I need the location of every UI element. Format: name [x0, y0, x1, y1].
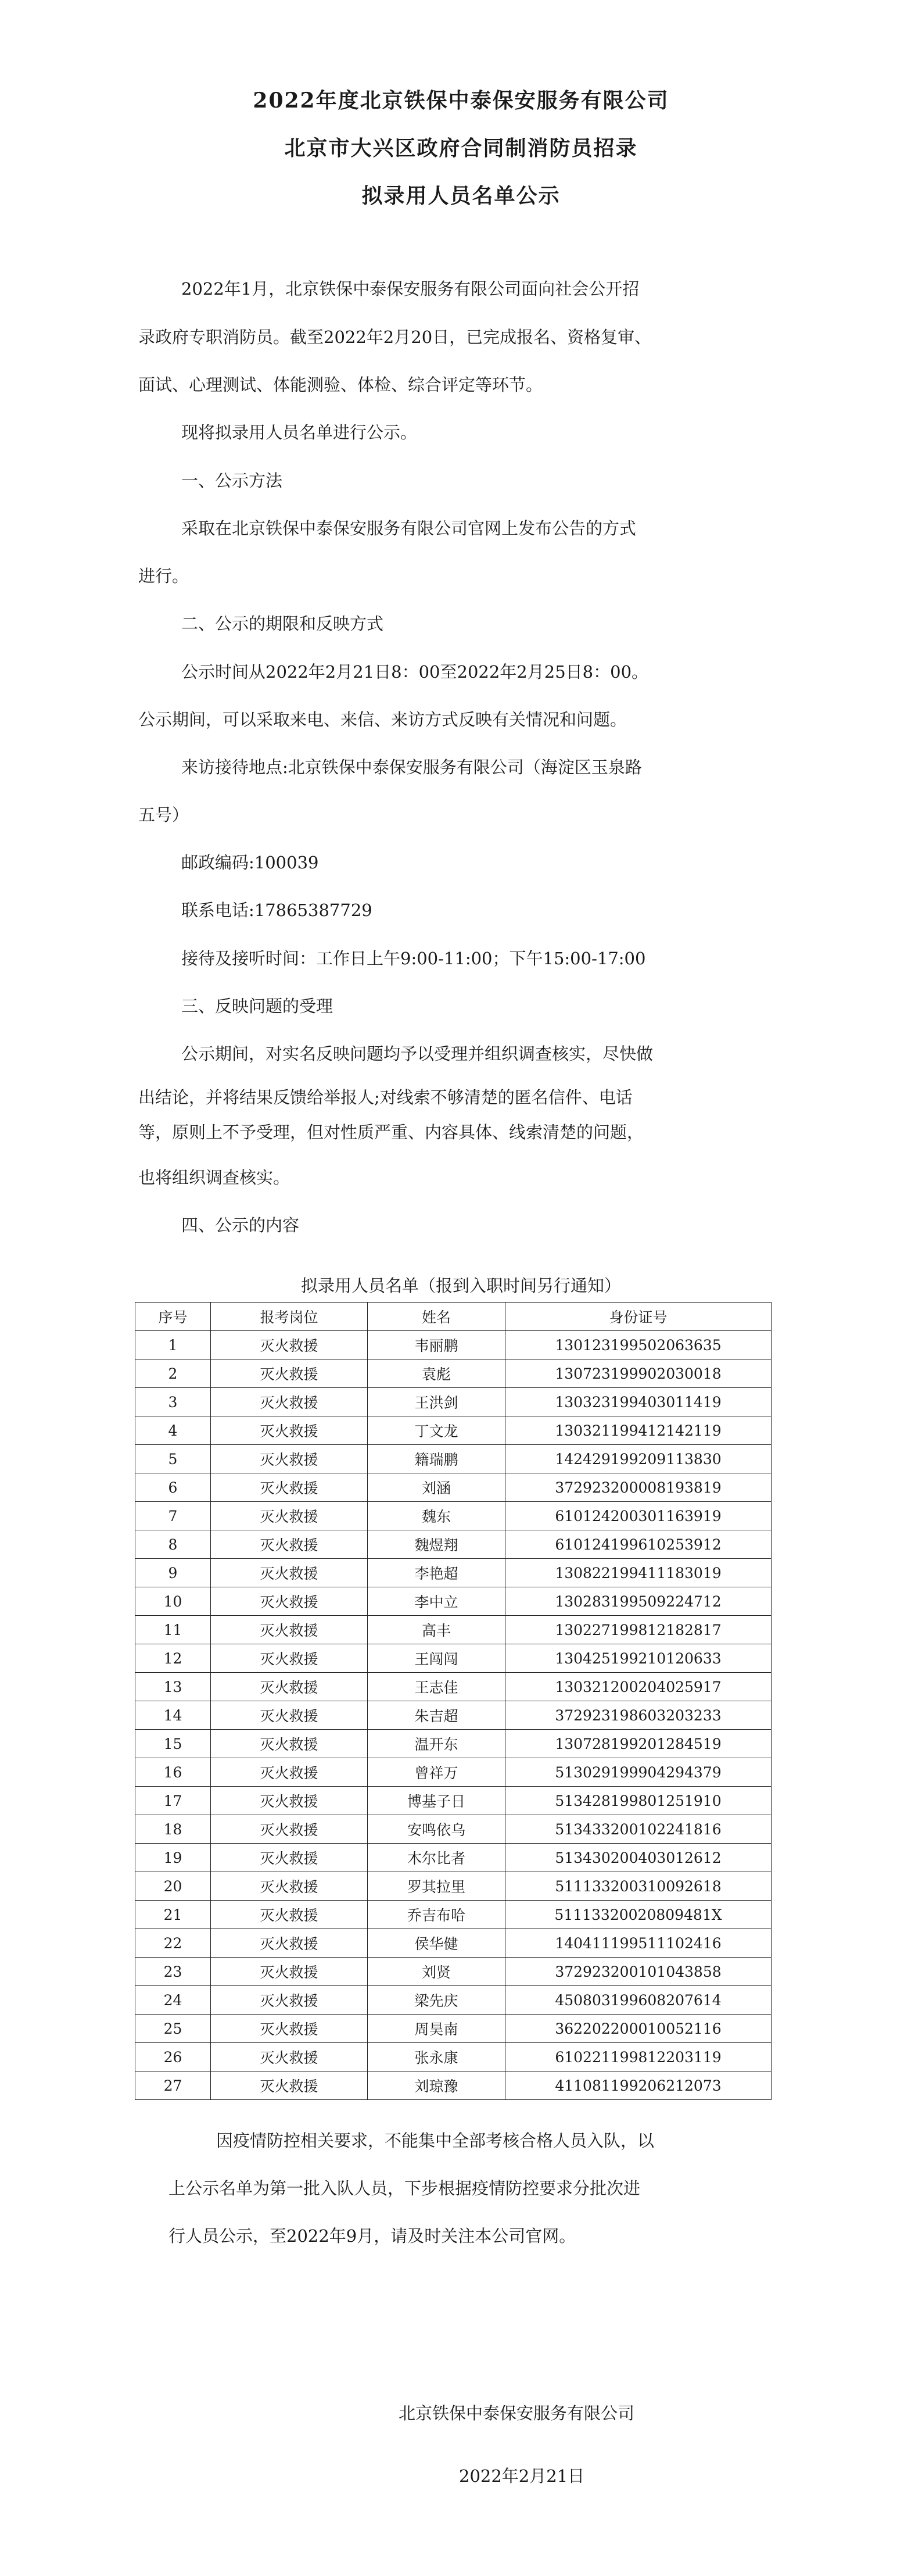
row-id-number: 513428199801251910 — [505, 1787, 772, 1815]
title-line-1: 2022年度北京铁保中泰保安服务有限公司 — [253, 88, 669, 113]
row-position: 灭火救援 — [211, 1331, 368, 1359]
table-row — [135, 1359, 772, 1388]
row-name: 博基子日 — [368, 1787, 505, 1815]
row-id-number: 450803199608207614 — [505, 1986, 772, 2015]
header-name: 姓名 — [368, 1303, 505, 1331]
row-position: 灭火救援 — [211, 1986, 368, 2015]
row-position: 灭火救援 — [211, 1730, 368, 1758]
table-row — [135, 1758, 772, 1787]
row-position: 灭火救援 — [211, 1787, 368, 1815]
row-position: 灭火救援 — [211, 1958, 368, 1986]
row-index: 1 — [135, 1331, 211, 1359]
row-id-number: 130323199403011419 — [505, 1388, 772, 1416]
row-id-number: 411081199206212073 — [505, 2071, 772, 2100]
row-position: 灭火救援 — [211, 1844, 368, 1872]
row-index: 20 — [135, 1872, 211, 1901]
signature-company: 北京铁保中泰保安服务有限公司 — [399, 2403, 635, 2423]
row-name: 袁彪 — [368, 1359, 505, 1388]
row-name: 李中立 — [368, 1587, 505, 1616]
row-id-number: 130283199509224712 — [505, 1587, 772, 1616]
row-name: 周昊南 — [368, 2015, 505, 2043]
postcode: 邮政编码:100039 — [181, 853, 319, 872]
row-name: 梁先庆 — [368, 1986, 505, 2015]
row-position: 灭火救援 — [211, 1559, 368, 1587]
table-row — [135, 1929, 772, 1958]
row-id-number: 513029199904294379 — [505, 1758, 772, 1787]
row-name: 曾祥万 — [368, 1758, 505, 1787]
row-position: 灭火救援 — [211, 1502, 368, 1530]
row-index: 2 — [135, 1359, 211, 1388]
row-name: 乔吉布哈 — [368, 1901, 505, 1929]
row-name: 刘琼豫 — [368, 2071, 505, 2100]
row-name: 罗其拉里 — [368, 1872, 505, 1901]
row-position: 灭火救援 — [211, 1901, 368, 1929]
table-row — [135, 1815, 772, 1844]
section-2-line-2: 公示期间，可以采取来电、来信、来访方式反映有关情况和问题。 — [138, 710, 627, 729]
row-position: 灭火救援 — [211, 1872, 368, 1901]
row-index: 6 — [135, 1473, 211, 1502]
row-id-number: 130321200204025917 — [505, 1673, 772, 1701]
row-id-number: 513433200102241816 — [505, 1815, 772, 1844]
row-index: 10 — [135, 1587, 211, 1616]
row-index: 26 — [135, 2043, 211, 2071]
table-row — [135, 1473, 772, 1502]
section-3-line-4: 也将组织调查核实。 — [138, 1168, 290, 1187]
table-row — [135, 1502, 772, 1530]
table-row — [135, 1445, 772, 1473]
row-id-number: 610221199812203119 — [505, 2043, 772, 2071]
row-index: 13 — [135, 1673, 211, 1701]
row-id-number: 130425199210120633 — [505, 1644, 772, 1673]
table-row — [135, 1559, 772, 1587]
row-id-number: 610124199610253912 — [505, 1530, 772, 1559]
row-id-number: 362202200010052116 — [505, 2015, 772, 2043]
row-index: 11 — [135, 1616, 211, 1644]
row-name: 魏煜翔 — [368, 1530, 505, 1559]
row-index: 9 — [135, 1559, 211, 1587]
title-line-3: 拟录用人员名单公示 — [361, 184, 561, 208]
closing-line-2: 上公示名单为第一批入队人员，下步根据疫情防控要求分批次进 — [168, 2178, 641, 2198]
row-id-number: 513430200403012612 — [505, 1844, 772, 1872]
table-row — [135, 2015, 772, 2043]
row-index: 22 — [135, 1929, 211, 1958]
row-name: 王闯闯 — [368, 1644, 505, 1673]
row-id-number: 511133200310092618 — [505, 1872, 772, 1901]
row-name: 侯华健 — [368, 1929, 505, 1958]
intro-line-3: 面试、心理测试、体能测验、体检、综合评定等环节。 — [138, 375, 543, 395]
row-position: 灭火救援 — [211, 1416, 368, 1445]
row-id-number: 130728199201284519 — [505, 1730, 772, 1758]
section-4-heading: 四、公示的内容 — [181, 1215, 300, 1235]
table-row — [135, 1331, 772, 1359]
row-id-number: 372923200101043858 — [505, 1958, 772, 1986]
row-id-number: 130822199411183019 — [505, 1559, 772, 1587]
row-index: 8 — [135, 1530, 211, 1559]
section-1-line-1: 采取在北京铁保中泰保安服务有限公司官网上发布公告的方式 — [181, 518, 637, 538]
roster-body — [135, 1331, 772, 2100]
row-id-number: 140411199511102416 — [505, 1929, 772, 1958]
table-row — [135, 1388, 772, 1416]
section-2-line-3: 来访接待地点:北京铁保中泰保安服务有限公司（海淀区玉泉路 — [181, 757, 642, 777]
table-row — [135, 1844, 772, 1872]
table-row — [135, 1416, 772, 1445]
section-1-line-2: 进行。 — [138, 566, 189, 586]
row-id-number: 372923200008193819 — [505, 1473, 772, 1502]
row-name: 高丰 — [368, 1616, 505, 1644]
row-name: 李艳超 — [368, 1559, 505, 1587]
row-position: 灭火救援 — [211, 1644, 368, 1673]
row-index: 5 — [135, 1445, 211, 1473]
section-3-line-1: 公示期间，对实名反映问题均予以受理并组织调查核实，尽快做 — [181, 1044, 654, 1064]
closing-line-1: 因疫情防控相关要求，不能集中全部考核合格人员入队，以 — [216, 2131, 655, 2151]
row-position: 灭火救援 — [211, 1701, 368, 1730]
section-3-line-2: 出结论，并将结果反馈给举报人;对线索不够清楚的匿名信件、电话 — [138, 1087, 633, 1107]
row-position: 灭火救援 — [211, 1388, 368, 1416]
header-index: 序号 — [135, 1303, 211, 1331]
row-id-number: 610124200301163919 — [505, 1502, 772, 1530]
row-name: 刘涵 — [368, 1473, 505, 1502]
row-position: 灭火救援 — [211, 1758, 368, 1787]
row-index: 16 — [135, 1758, 211, 1787]
row-position: 灭火救援 — [211, 1473, 368, 1502]
row-id-number: 130321199412142119 — [505, 1416, 772, 1445]
table-row — [135, 1872, 772, 1901]
table-header-row — [135, 1303, 772, 1331]
row-index: 4 — [135, 1416, 211, 1445]
row-name: 木尔比者 — [368, 1844, 505, 1872]
row-index: 14 — [135, 1701, 211, 1730]
row-index: 25 — [135, 2015, 211, 2043]
table-row — [135, 1787, 772, 1815]
row-position: 灭火救援 — [211, 1815, 368, 1844]
row-index: 23 — [135, 1958, 211, 1986]
table-row — [135, 1587, 772, 1616]
reception-hours: 接待及接听时间：工作日上午9:00-11:00；下午15:00-17:00 — [181, 949, 646, 968]
table-row — [135, 1730, 772, 1758]
row-id-number: 130227199812182817 — [505, 1616, 772, 1644]
row-id-number: 142429199209113830 — [505, 1445, 772, 1473]
section-3-heading: 三、反映问题的受理 — [181, 996, 333, 1016]
table-row — [135, 1673, 772, 1701]
table-row — [135, 1958, 772, 1986]
row-position: 灭火救援 — [211, 2071, 368, 2100]
closing-line-3: 行人员公示，至2022年9月，请及时关注本公司官网。 — [168, 2226, 576, 2246]
header-position: 报考岗位 — [211, 1303, 368, 1331]
table-row — [135, 1616, 772, 1644]
table-row — [135, 1901, 772, 1929]
row-name: 魏东 — [368, 1502, 505, 1530]
section-2-heading: 二、公示的期限和反映方式 — [181, 614, 384, 634]
row-index: 7 — [135, 1502, 211, 1530]
row-index: 27 — [135, 2071, 211, 2100]
row-name: 朱吉超 — [368, 1701, 505, 1730]
section-1-heading: 一、公示方法 — [181, 471, 283, 491]
table-row — [135, 1986, 772, 2015]
table-row — [135, 2071, 772, 2100]
row-index: 18 — [135, 1815, 211, 1844]
row-position: 灭火救援 — [211, 2043, 368, 2071]
row-position: 灭火救援 — [211, 1616, 368, 1644]
table-row — [135, 1644, 772, 1673]
row-name: 丁文龙 — [368, 1416, 505, 1445]
table-row — [135, 2043, 772, 2071]
row-position: 灭火救援 — [211, 1445, 368, 1473]
row-index: 17 — [135, 1787, 211, 1815]
row-position: 灭火救援 — [211, 1359, 368, 1388]
row-name: 刘贤 — [368, 1958, 505, 1986]
roster-table — [135, 1302, 772, 2100]
row-index: 21 — [135, 1901, 211, 1929]
row-index: 15 — [135, 1730, 211, 1758]
row-id-number: 372923198603203233 — [505, 1701, 772, 1730]
row-index: 24 — [135, 1986, 211, 2015]
intro-line-2: 录政府专职消防员。截至2022年2月20日，已完成报名、资格复审、 — [138, 327, 652, 347]
table-caption: 拟录用人员名单（报到入职时间另行通知） — [300, 1276, 621, 1296]
row-name: 安鸣依乌 — [368, 1815, 505, 1844]
row-name: 张永康 — [368, 2043, 505, 2071]
row-name: 王洪剑 — [368, 1388, 505, 1416]
table-row — [135, 1530, 772, 1559]
intro-paragraph-2: 现将拟录用人员名单进行公示。 — [181, 423, 418, 442]
section-2-line-1: 公示时间从2022年2月21日8：00至2022年2月25日8：00。 — [181, 662, 649, 682]
section-3-line-3: 等，原则上不予受理，但对性质严重、内容具体、线索清楚的问题， — [138, 1122, 644, 1142]
row-position: 灭火救援 — [211, 1587, 368, 1616]
row-position: 灭火救援 — [211, 2015, 368, 2043]
row-index: 3 — [135, 1388, 211, 1416]
row-name: 籍瑞鹏 — [368, 1445, 505, 1473]
table-row — [135, 1701, 772, 1730]
phone: 联系电话:17865387729 — [181, 900, 372, 920]
intro-line-1: 2022年1月，北京铁保中泰保安服务有限公司面向社会公开招 — [181, 279, 640, 299]
header-id-number: 身份证号 — [505, 1303, 772, 1331]
row-name: 温开东 — [368, 1730, 505, 1758]
row-id-number: 130723199902030018 — [505, 1359, 772, 1388]
row-position: 灭火救援 — [211, 1673, 368, 1701]
row-position: 灭火救援 — [211, 1530, 368, 1559]
row-position: 灭火救援 — [211, 1929, 368, 1958]
row-name: 韦丽鹏 — [368, 1331, 505, 1359]
row-name: 王志佳 — [368, 1673, 505, 1701]
signature-date: 2022年2月21日 — [459, 2466, 585, 2486]
row-id-number: 51113320020809481X — [505, 1901, 772, 1929]
row-index: 12 — [135, 1644, 211, 1673]
section-2-line-4: 五号） — [138, 805, 189, 825]
row-index: 19 — [135, 1844, 211, 1872]
row-id-number: 130123199502063635 — [505, 1331, 772, 1359]
title-line-2: 北京市大兴区政府合同制消防员招录 — [284, 136, 638, 160]
